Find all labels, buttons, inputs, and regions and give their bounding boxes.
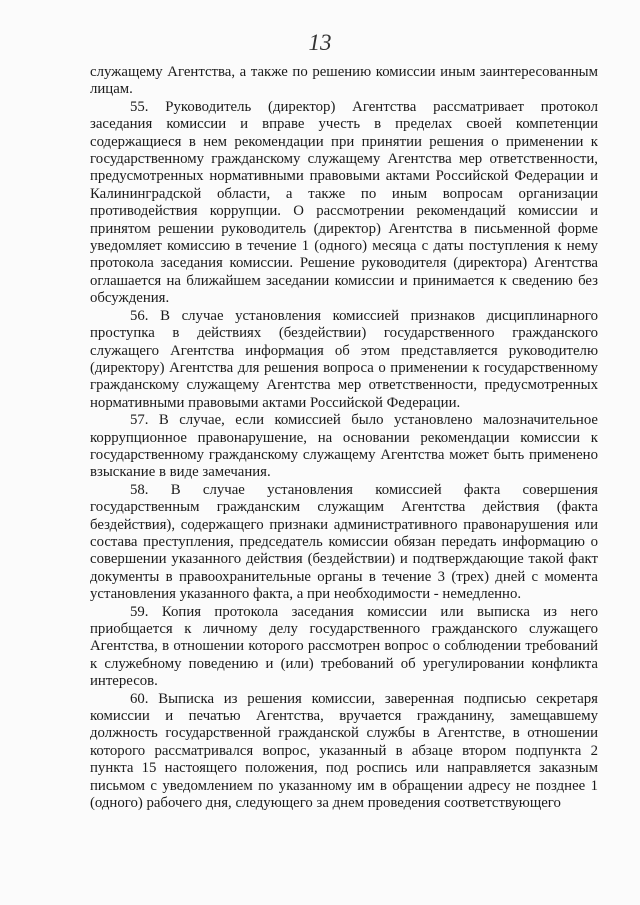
page-number: 13 [308, 30, 332, 55]
paragraph-58: 58. В случае установления комиссией факта совершения государственным гражданским служащим Агентства действия (факта бездействия), содержащего признаки административного правонарушения или состава преступления, председатель комиссии обязан передать информацию о совершении указанного действия (бездействии) и подтверждающие такой факт документы в правоохранительные органы в течение 3 (трех) дней с момента установления указанного факта, а при необходимости - немедленно. [90, 481, 598, 603]
paragraph-55: 55. Руководитель (директор) Агентства рассматривает протокол заседания комиссии и вправе учесть в пределах своей компетенции содержащиеся в нем рекомендации при принятии решения о применении к государственному гражданскому служащему Агентства мер ответственности, предусмотренных нормативными правовыми актами Российской Федерации и Калининградской области, а также по иным вопросам организации противодействия коррупции. О рассмотрении рекомендаций комиссии и принятом решении руководитель (директор) Агентства в письменной форме уведомляет комиссию в течение 1 (одного) месяца с даты поступления к нему протокола заседания комиссии. Решение руководителя (директора) Агентства оглашается на ближайшем заседании комиссии и принимается к сведению без обсуждения. [90, 98, 598, 307]
paragraph-57: 57. В случае, если комиссией было установлено малозначительное коррупционное правонарушение, на основании рекомендации комиссии к государственному гражданскому служащему Агентства может быть применено взыскание в виде замечания. [90, 412, 598, 481]
paragraph-59: 59. Копия протокола заседания комиссии или выписка из него приобщается к личному делу государственного гражданского служащего Агентства, в отношении которого рассмотрен вопрос о соблюдении требований к служебному поведению и (или) требований об урегулировании конфликта интересов. [90, 603, 598, 690]
paragraph-60: 60. Выписка из решения комиссии, заверенная подписью секретаря комиссии и печатью Агентства, вручается гражданину, замещавшему должность государственной гражданской службы в Агентстве, в отношении которого рассматривался вопрос, указанный в абзаце втором подпункта 2 пункта 15 настоящего положения, под роспись или направляется заказным письмом с уведомлением по указанному им в обращении адресу не позднее 1 (одного) рабочего дня, следующего за днем проведения соответствующего [90, 690, 598, 812]
document-body [90, 64, 598, 812]
paragraph-continuation: служащему Агентства, а также по решению комиссии иным заинтересованным лицам. [90, 64, 598, 98]
paragraph-56: 56. В случае установления комиссией признаков дисциплинарного проступка в действиях (бездействии) государственного гражданского служащего Агентства информация об этом представляется руководителю (директору) Агентства для решения вопроса о применении к государственному гражданскому служащему Агентства мер ответственности, предусмотренных нормативными правовыми актами Российской Федерации. [90, 307, 598, 411]
